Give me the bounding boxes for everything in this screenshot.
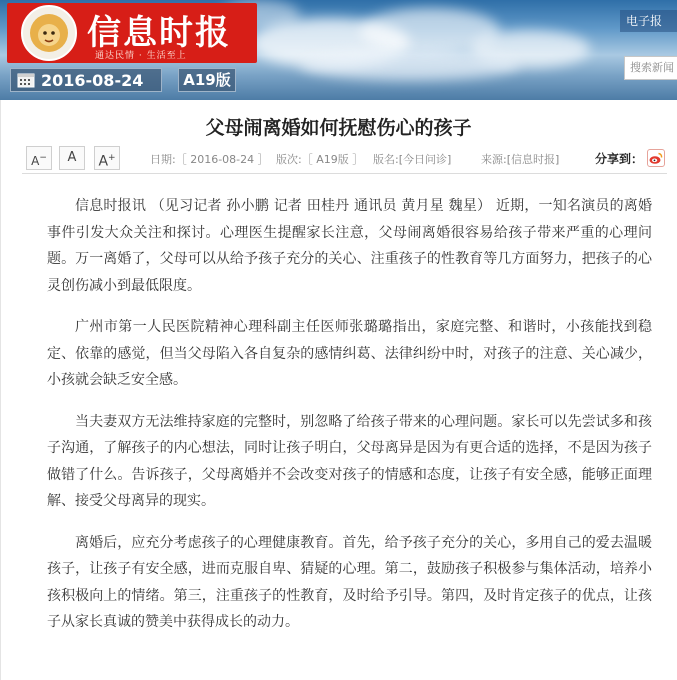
epaper-link[interactable]: 电子报	[620, 10, 677, 32]
meta-date: 日期:［ 2016-08-24 ］	[150, 153, 269, 166]
article-paragraph: 信息时报讯 （见习记者 孙小鹏 记者 田桂丹 通讯员 黄月星 魏星） 近期，一知名演员的离婚事件引发大众关注和探讨。心理医生提醒家长注意，父母闹离婚很容易给孩子带来严重的心理问题。万一离婚了，父母可以从给予孩子充分的关心、注重孩子的性教育等几方面努力，把孩子的心灵创伤减小到最低限度。	[47, 198, 652, 294]
share-label: 分享到：	[595, 152, 644, 166]
calendar-icon	[17, 72, 35, 88]
search-input[interactable]: 搜索新闻	[624, 56, 677, 80]
article-body	[47, 193, 652, 651]
page-selector[interactable]: A19版	[178, 68, 236, 92]
banner-cloud	[300, 50, 520, 80]
meta-section: 版名:[今日问诊]	[373, 153, 452, 166]
article-paragraph: 广州市第一人民医院精神心理科副主任医师张璐璐指出，家庭完整、和谐时，小孩能找到稳定、依靠的感觉，但当父母陷入各自复杂的感情纠葛、法律纠纷中时，对孩子的注意、关心减少，小孩就会缺乏安全感。	[47, 319, 652, 388]
meta-source: 来源:[信息时报]	[481, 153, 560, 166]
issue-date-bar[interactable]	[10, 68, 162, 92]
issue-date: 2016-08-24	[41, 70, 144, 90]
site-logo[interactable]	[7, 3, 257, 63]
font-increase-button[interactable]: A+	[94, 146, 120, 170]
article-title: 父母闹离婚如何抚慰伤心的孩子	[205, 117, 472, 139]
header-banner	[0, 0, 677, 100]
meta-edition: 版次:［ A19版 ］	[276, 153, 364, 166]
article-meta-bar	[22, 146, 667, 174]
font-normal-button[interactable]: A	[59, 146, 85, 170]
article-paragraph: 离婚后，应充分考虑孩子的心理健康教育。首先，给予孩子充分的关心，多用自己的爱去温暖孩子，让孩子有安全感，进而克服自卑、猜疑的心理。第二，鼓励孩子积极参与集体活动，培养小孩积极向上的情绪。第三，注重孩子的性教育，及时给予引导。第四，及时肯定孩子的优点，让孩子从家长真诚的赞美中获得成长的动力。	[47, 534, 652, 630]
weibo-share-icon[interactable]	[647, 149, 665, 167]
lion-emblem-icon	[21, 5, 77, 61]
logo-title: 信息时报	[87, 13, 231, 53]
font-decrease-button[interactable]: A−	[26, 146, 52, 170]
article-paragraph: 当夫妻双方无法维持家庭的完整时，别忽略了给孩子带来的心理问题。家长可以先尝试多和孩子沟通，了解孩子的内心想法，同时让孩子明白，父母离异是因为有更合适的选择，不是因为孩子做错了什么。告诉孩子，父母离婚并不会改变对孩子的情感和态度，让孩子有安全感，能够正面理解、接受父母离异的现实。	[47, 413, 652, 509]
logo-slogan: 通达民情 · 生活至上	[95, 51, 187, 61]
